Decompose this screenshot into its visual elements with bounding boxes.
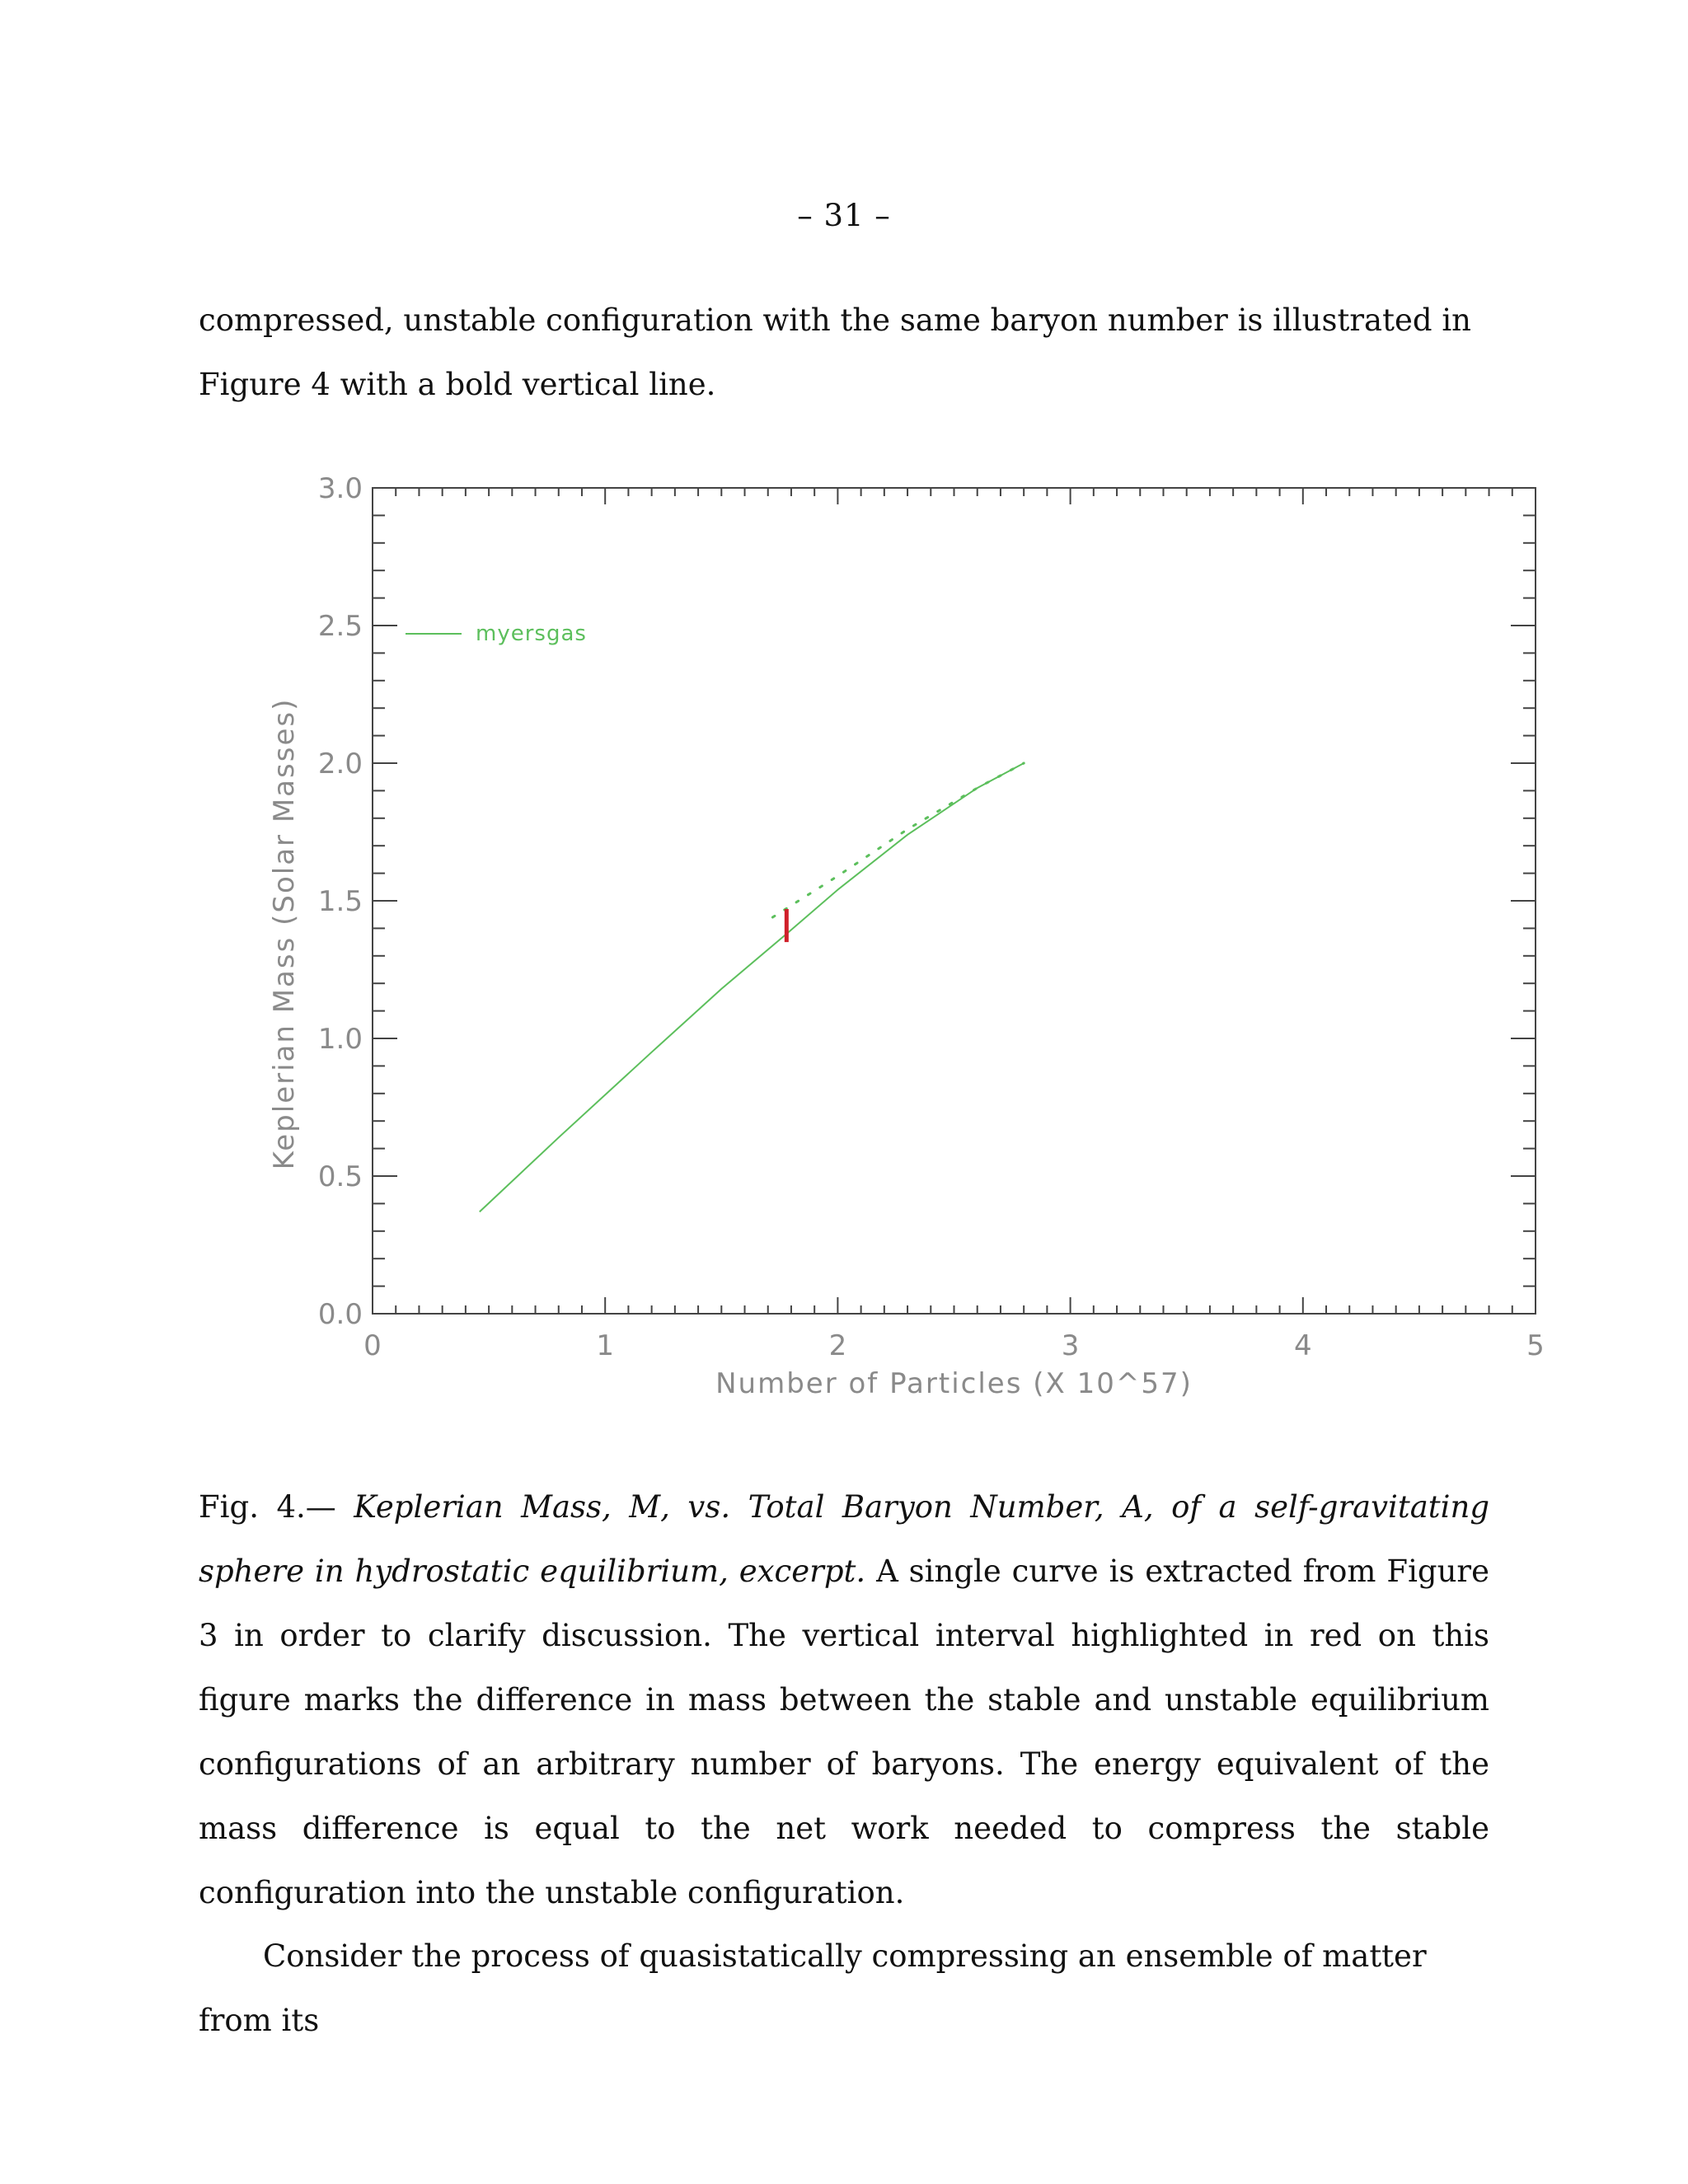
series-line-myersgas [480, 763, 1024, 1212]
x-axis-label: Number of Particles (X 10^57) [715, 1367, 1193, 1400]
y-tick-label: 2.0 [317, 748, 363, 780]
legend-label: myersgas [476, 621, 587, 647]
y-axis-label: Keplerian Mass (Solar Masses) [268, 697, 301, 1170]
figure-caption [199, 1475, 1489, 1925]
x-tick-label: 1 [596, 1329, 615, 1362]
caption-body: A single curve is extracted from Figure 3 in order to clarify discussion. The vertical interval highlighted in red on this figure marks the difference in mass between the stable and unstable equilibrium configurations of an arbitrary number of baryons. The energy equivalent of the mass difference is equal to the net work needed to compress the stable configuration into the unstable configuration. [199, 1554, 1490, 1910]
x-tick-label: 4 [1293, 1329, 1312, 1362]
body-paragraph-top: compressed, unstable configuration with the same baryon number is illustrated in Figure 4 with a bold vertical line. [199, 302, 1471, 402]
y-tick-label: 0.0 [317, 1298, 363, 1331]
x-tick-label: 3 [1061, 1329, 1080, 1362]
y-tick-label: 0.5 [317, 1160, 363, 1193]
body-paragraph-bottom: Consider the process of quasistatically compressing an ensemble of matter from its [199, 1938, 1427, 2038]
plot-frame [373, 488, 1536, 1314]
x-tick-label: 5 [1526, 1329, 1545, 1362]
y-tick-label: 3.0 [317, 472, 363, 505]
x-tick-label: 2 [828, 1329, 847, 1362]
x-tick-label: 0 [363, 1329, 382, 1362]
caption-title: Keplerian Mass, M, vs. Total Baryon Number, A, of a self-gravitating sphere in hydrostatic equilibrium, excerpt. [199, 1489, 1490, 1589]
y-tick-label: 1.5 [317, 885, 363, 918]
series-line-dotted [772, 763, 1024, 917]
page-number: – 31 – [797, 198, 891, 233]
caption-label: Fig. 4.— [199, 1489, 336, 1525]
y-tick-label: 1.0 [317, 1023, 363, 1056]
y-tick-label: 2.5 [317, 610, 363, 643]
